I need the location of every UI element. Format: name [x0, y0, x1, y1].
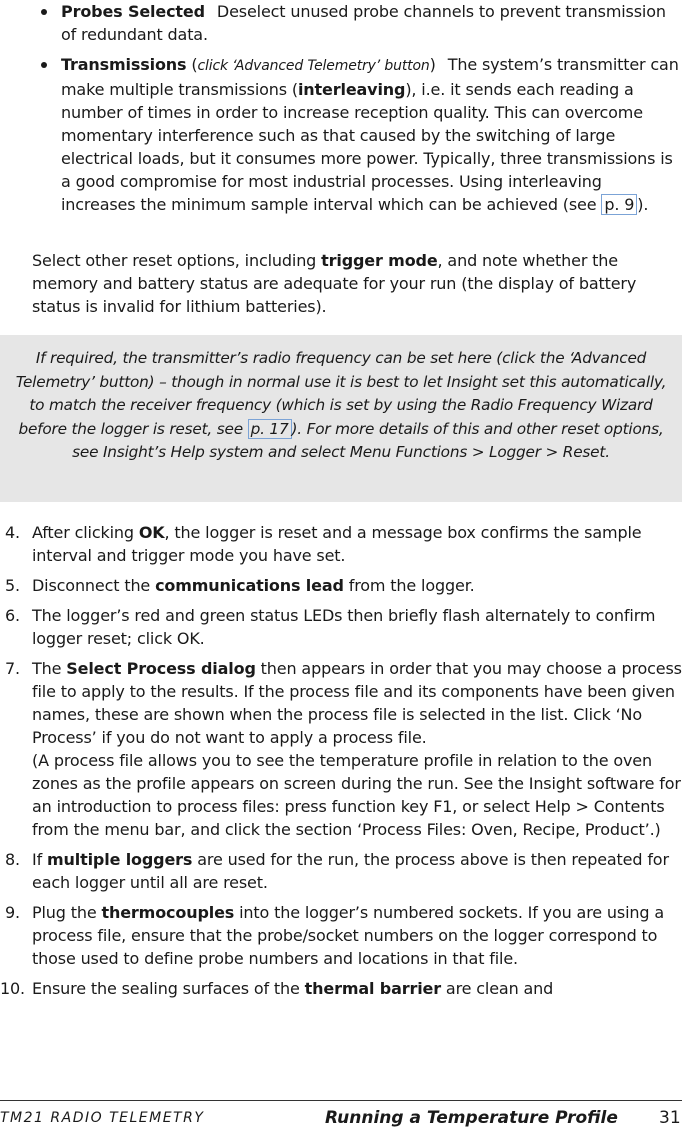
bold-term: interleaving — [297, 80, 406, 99]
numbered-steps — [0, 521, 682, 1007]
footer-product-name: TM21 RADIO TELEMETRY — [0, 1110, 205, 1126]
step-number: 6. — [5, 606, 20, 625]
bold-term: thermal barrier — [304, 979, 441, 998]
bullet-text: Deselect unused probe channels to prevent transmission of redundant data. — [61, 2, 666, 44]
step-text-continued: are used for the run, the process above is then repeated for each logger until all are reset. — [32, 850, 669, 892]
bullet-list — [40, 0, 680, 216]
step-number: 10. — [0, 979, 25, 998]
footer-section-title: Running a Temperature Profile — [325, 1108, 618, 1128]
step-text: The — [32, 659, 67, 678]
bold-term: multiple loggers — [47, 850, 193, 869]
step-10 — [0, 977, 682, 1000]
step-text-continued: into the logger’s numbered sockets. If you are using a process file, ensure that the probe/socket numbers on the logger correspond to those used to define probe numbers and locations in that file. — [32, 903, 664, 968]
step-text-continued: from the logger. — [343, 576, 475, 595]
step-extra-text: (A process file allows you to see the temperature profile in relation to the oven zones as the profile appears on screen during the run. See the Insight software for an introduction to process files: press function key F1, or select Help > Contents from the menu bar, and click the section ‘Process Files: Oven, Recipe, Product’.) — [32, 751, 681, 839]
bold-term: Select Process dialog — [66, 659, 256, 678]
step-4 — [0, 521, 682, 567]
bold-term: trigger mode — [321, 251, 438, 270]
step-number: 7. — [5, 659, 20, 678]
footer-divider — [0, 1100, 682, 1101]
step-text-continued: , the logger is reset and a message box confirms the sample interval and trigger mode you have set. — [32, 523, 642, 565]
step-number: 8. — [5, 850, 20, 869]
step-6 — [0, 604, 682, 650]
step-8 — [0, 848, 682, 894]
intro-text-continued: , and note whether the memory and battery status are adequate for your run (the display of battery status is invalid for lithium batteries). — [32, 251, 637, 316]
paren-close: ) — [429, 55, 436, 74]
step-number: 5. — [5, 576, 20, 595]
step-number: 9. — [5, 903, 20, 922]
step-text: Plug the — [32, 903, 102, 922]
step-text-continued: then appears in order that you may choose a process file to apply to the results. If the process file and its components have been given names, these are shown when the process file is selected in the list. Click ‘No Process’ if you do not want to apply a process file. — [32, 659, 682, 747]
bullet-term: Transmissions — [61, 55, 187, 74]
bullet-term: Probes Selected — [61, 2, 205, 21]
bullet-dot-icon — [41, 9, 47, 15]
note-box — [0, 335, 682, 502]
bullet-text-continued: ), i.e. it sends each reading a number of times in order to increase reception quality. This can overcome momentary interference such as that caused by the switching of large electrical loads, but it consumes more power. Typically, three transmissions is a good compromise for most industrial processes. Using interleaving increases the minimum sample interval which can be achieved (see — [61, 80, 673, 214]
bullet-text: The system’s transmitter can make multiple transmissions ( — [61, 55, 679, 99]
note-text: If required, the transmitter’s radio frequency can be set here (click the ‘Advanced Telemetry’ button) – though in normal use it is best to let Insight set this automatically, to match the receiver frequency (which is set by using the Radio Frequency Wizard before the logger is reset, see — [15, 349, 667, 438]
step-5 — [0, 574, 682, 597]
bold-term: OK — [138, 523, 165, 542]
step-text: After clicking — [32, 523, 139, 542]
step-text: The logger’s red and green status LEDs then briefly flash alternately to confirm logger reset; click OK. — [32, 606, 656, 648]
bold-term: communications lead — [155, 576, 344, 595]
step-7 — [0, 657, 682, 841]
step-text: If — [32, 850, 47, 869]
step-text: Ensure the sealing surfaces of the — [32, 979, 305, 998]
bullet-hint: click ‘Advanced Telemetry’ button — [197, 58, 430, 74]
page-reference-link[interactable]: p. 9 — [601, 194, 637, 215]
page-number: 31 — [659, 1108, 681, 1128]
bullet-transmissions — [40, 53, 680, 216]
note-text-continued: ). For more details of this and other reset options, see Insight’s Help system and select Menu Functions > Logger > Reset. — [72, 419, 664, 462]
step-text: Disconnect the — [32, 576, 156, 595]
paren-open: ( — [186, 55, 198, 74]
bullet-text-end: ). — [637, 195, 649, 214]
page-reference-link[interactable]: p. 17 — [248, 419, 292, 439]
bullet-probes-selected — [40, 0, 680, 46]
intro-paragraph — [32, 249, 677, 318]
step-9 — [0, 901, 682, 970]
intro-text: Select other reset options, including — [32, 251, 322, 270]
bold-term: thermocouples — [101, 903, 235, 922]
bullet-dot-icon — [41, 62, 47, 68]
page-footer — [0, 1108, 682, 1132]
step-number: 4. — [5, 523, 20, 542]
step-text-continued: are clean and — [440, 979, 554, 998]
